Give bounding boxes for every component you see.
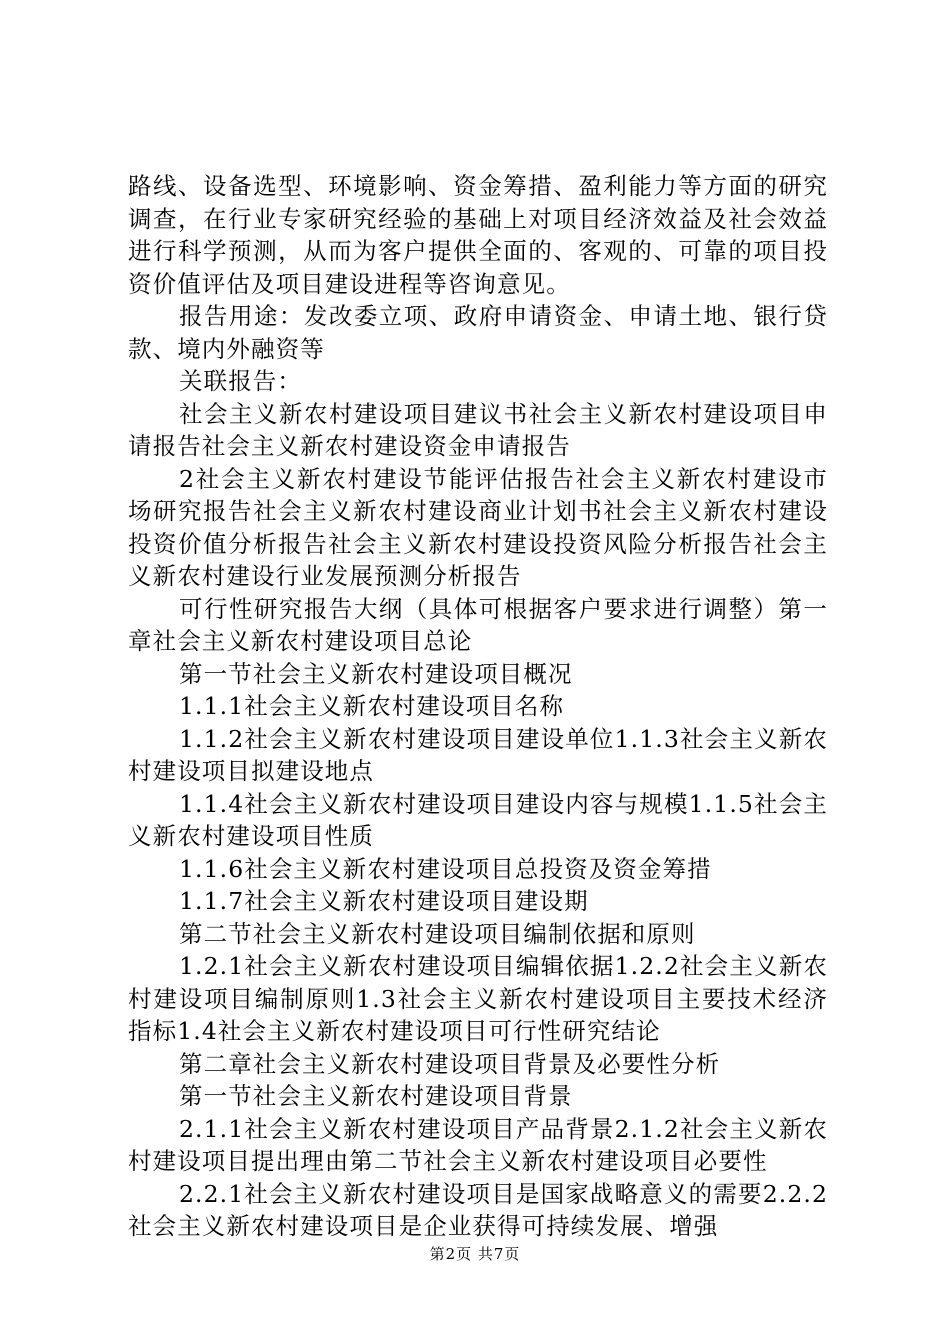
section-heading: 第一节社会主义新农村建设项目概况 — [179, 659, 573, 688]
page-number-footer: 第2页 共7页 — [429, 1245, 521, 1263]
paragraph: 路线、设备选型、环境影响、资金筹措、盈利能力等方面的研究调查，在行业专家研究经验的基础上对项目经济效益及社会效益进行科学预测，从而为客户提供全面的、客观的、可靠的项目投资价值评估及项目建设进程等咨询意见。 — [128, 172, 828, 298]
paragraph: 1.1.7社会主义新农村建设项目建设期 — [179, 887, 589, 915]
paragraph: 2社会主义新农村建设节能评估报告社会主义新农村建设市场研究报告社会主义新农村建设商业计划书社会主义新农村建设投资价值分析报告社会主义新农村建设投资风险分析报告社会主义新农村建设行业发展预测分析报告 — [128, 464, 828, 590]
paragraph: 2.2.1社会主义新农村建设项目是国家战略意义的需要2.2.2社会主义新农村建设项目是企业获得可持续发展、增强 — [128, 1179, 828, 1240]
section-heading: 第二节社会主义新农村建设项目编制依据和原则 — [179, 919, 696, 948]
paragraph: 关联报告： — [179, 367, 302, 395]
chapter-heading: 第二章社会主义新农村建设项目背景及必要性分析 — [179, 1049, 721, 1078]
paragraph: 1.1.2社会主义新农村建设项目建设单位1.1.3社会主义新农村建设项目拟建设地点 — [128, 724, 828, 785]
paragraph: 1.1.6社会主义新农村建设项目总投资及资金筹措 — [179, 854, 712, 883]
paragraph: 社会主义新农村建设项目建议书社会主义新农村建设项目申请报告社会主义新农村建设资金申请报告 — [128, 399, 828, 460]
paragraph: 可行性研究报告大纲（具体可根据客户要求进行调整）第一章社会主义新农村建设项目总论 — [128, 594, 828, 655]
paragraph: 2.1.1社会主义新农村建设项目产品背景2.1.2社会主义新农村建设项目提出理由第二节社会主义新农村建设项目必要性 — [128, 1114, 828, 1175]
paragraph: 1.2.1社会主义新农村建设项目编辑依据1.2.2社会主义新农村建设项目编制原则1.3社会主义新农村建设项目主要技术经济指标1.4社会主义新农村建设项目可行性研究结论 — [128, 952, 828, 1045]
paragraph: 1.1.4社会主义新农村建设项目建设内容与规模1.1.5社会主义新农村建设项目性质 — [128, 789, 828, 850]
document-body — [128, 170, 828, 1243]
section-heading: 第一节社会主义新农村建设项目背景 — [179, 1082, 573, 1110]
paragraph: 1.1.1社会主义新农村建设项目名称 — [179, 692, 565, 720]
paragraph: 报告用途：发改委立项、政府申请资金、申请土地、银行贷款、境内外融资等 — [128, 302, 828, 363]
